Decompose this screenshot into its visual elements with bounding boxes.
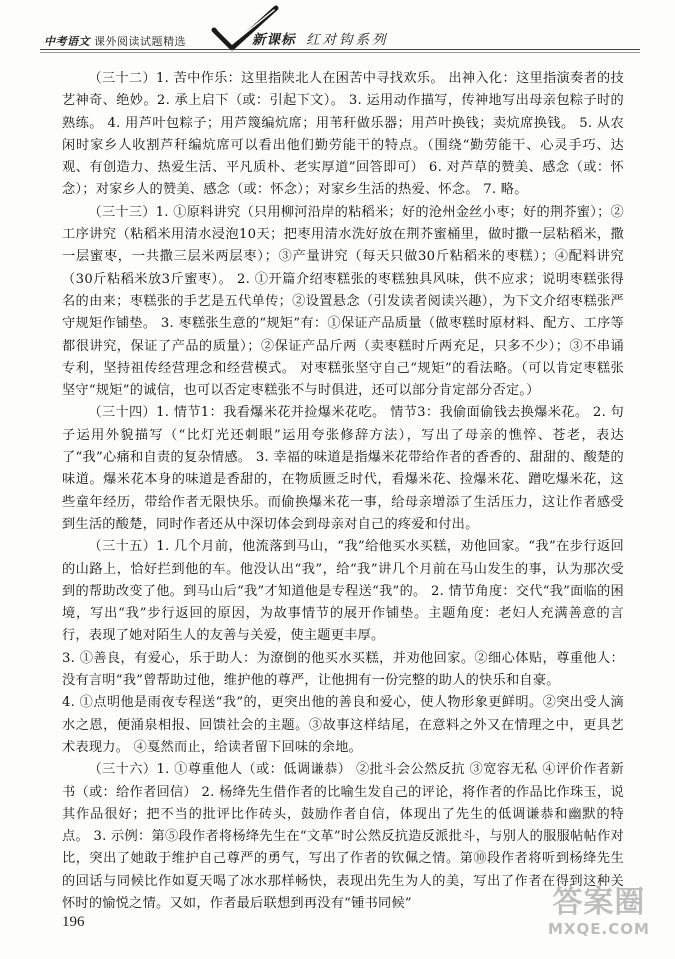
answer-section-33: （三十三）1. ①原料讲究（只用柳河沿岸的粘稻米；好的沧州金丝小枣；好的荆芥蜜）；②工序讲究（粘稻米用清水浸泡10天；把枣用清水洗好放在荆芥蜜桶里，做时撒一层粘稻米，撒一层蜜枣，一共撒三层米两层枣）；③产量讲究（每天只做30斤粘稻米的枣糕）；④配料讲究（30斤粘稻米放3斤蜜枣）。 2. ①开篇介绍枣糕张的枣糕独具风味，供不应求；说明枣糕张得名的由来；枣糕张的手艺是五代单传；②设置悬念（引发读者阅读兴趣），为下文介绍枣糕张严守规矩作铺垫。 3. 枣糕张生意的“规矩”有：①保证产品质量（做枣糕时原材料、配方、工序等都很讲究，保证了产品的质量）；②保证产品斤两（卖枣糕时斤两充足，只多不少）；③不串诵专利，坚持祖传经营理念和经营模式。 对枣糕张坚守自己“规矩”的看法略。（可以肯定枣糕张坚守“规矩”的诚信，也可以否定枣糕张不与时俱进，还可以部分肯定部分否定。） — [62, 204, 624, 399]
header-rule — [40, 49, 640, 50]
answer-section-36: （三十六）1. ①尊重他人（或：低调谦恭） ②批斗会公然反抗 ③宽容无私 ④评价作者新书（或：给作者回信） 2. 杨绛先生借作者的比喻生发自己的评论，将作者的作品比作珠玉，说其作品很好；把不当的批评比作砖头，鼓励作者自信，体现出了先生的低调谦恭和幽默的特点。 3. 示例：第⑤段作者将杨绛先生在“文革”时公然反抗造反派批斗，与别人的服服帖帖作对比，突出了她敢于维护自己尊严的勇气，写出了作者的钦佩之情。第⑩段作者将听到杨绛先生的回话与同候比作如夏天喝了冰水那样畅快，表现出先生为人的美，写出了作者在得到这种关怀时的愉悦之情。又如，作者最后联想到再没有“锺书同候” — [62, 762, 624, 911]
page-header — [0, 0, 675, 58]
answer-section-35: （三十五）1. 几个月前，他流落到马山，“我”给他买水买糕，劝他回家。“我”在步行返回的山路上，恰好拦到他的车。他没认出“我”，给“我”讲几个月前在马山发生的事，认为那次受到的帮助改变了他。到马山后“我”才知道他是专程送“我”的。 2. 情节角度：交代“我”面临的困境，写出“我”步行返回的原因，为故事情节的展开作铺垫。主题角度：老妇人充满善意的言行，表现了她对陌生人的友善与关爱，使主题更丰厚。 — [62, 539, 624, 644]
answer-content — [62, 68, 624, 915]
answer-section-35-q3: 3. ①善良，有爱心，乐于助人：为潦倒的他买水买糕，并劝他回家。②细心体贴，尊重他人：没有言明“我”曾帮助过他，维护他的尊严，让他拥有一份完整的助人的快乐和自豪。 — [62, 650, 624, 689]
page-number: 196 — [62, 914, 85, 930]
watermark — [548, 886, 650, 938]
header-book-title — [44, 33, 186, 49]
answer-section-34: （三十四）1. 情节1：我看爆米花并捡爆米花吃。 情节3：我偷面偷钱去换爆米花。 2. 句子运用外貌描写（“比灯光还刺眼”运用夸张修辞方法），写出了母亲的憔悴、苍老，表达了“我”心痛和自责的复杂情感。 3. 幸福的味道是指爆米花带给作者的香香的、甜甜的、酸楚的味道。爆米花本身的味道是香甜的，在物质匮乏时代，看爆米花、捡爆米花、蹭吃爆米花，这些童年经历，带给作者无限快乐。而偷换爆米花一事，给母亲增添了生活压力，这让作者感受到生活的酸楚，同时作者还从中深切体会到母亲对自己的疼爱和付出。 — [62, 405, 624, 532]
header-series-b: 红对钩系列 — [306, 32, 389, 48]
header-series-a: 新课标 — [252, 32, 296, 48]
watermark-title: 答案圈 — [552, 885, 646, 920]
answer-section-35-q4: 4. ①点明他是雨夜专程送“我”的，更突出他的善良和爱心，使人物形象更鲜明。②突出受人滴水之恩，便涌泉相报、回馈社会的主题。③故事这样结尾，在意料之外又在情理之中，更具艺术表现力。 ④戛然而止，给读者留下回味的余地。 — [62, 695, 624, 755]
answer-section-32: （三十二）1. 苦中作乐：这里指陕北人在困苦中寻找欢乐。 出神入化：这里指演奏者的技艺神奇、绝妙。2. 承上启下（或：引起下文）。 3. 运用动作描写，传神地写出母亲包粽子时的熟练。 4. 用芦叶包粽子；用芦篾编炕席；用苇秆做乐器；用芦叶换钱；卖炕席换钱。 5. 从农闲时家乡人收割芦秆编炕席可以看出他们勤劳能干的特点。（围绕“勤劳能干、心灵手巧、达观、有创造力、热爱生活、平凡质朴、老实厚道”回答即可） 6. 对芦草的赞美、感念（或：怀念）；对家乡人的赞美、感念（或：怀念）；对家乡生活的热爱、怀念。 7. 略。 — [62, 71, 624, 198]
header-rule-thin — [40, 52, 640, 53]
header-subtitle: 课外阅读试题精选 — [94, 35, 186, 48]
watermark-url: MXQE.COM — [548, 920, 650, 938]
header-brand: 中考语文 — [44, 35, 90, 48]
